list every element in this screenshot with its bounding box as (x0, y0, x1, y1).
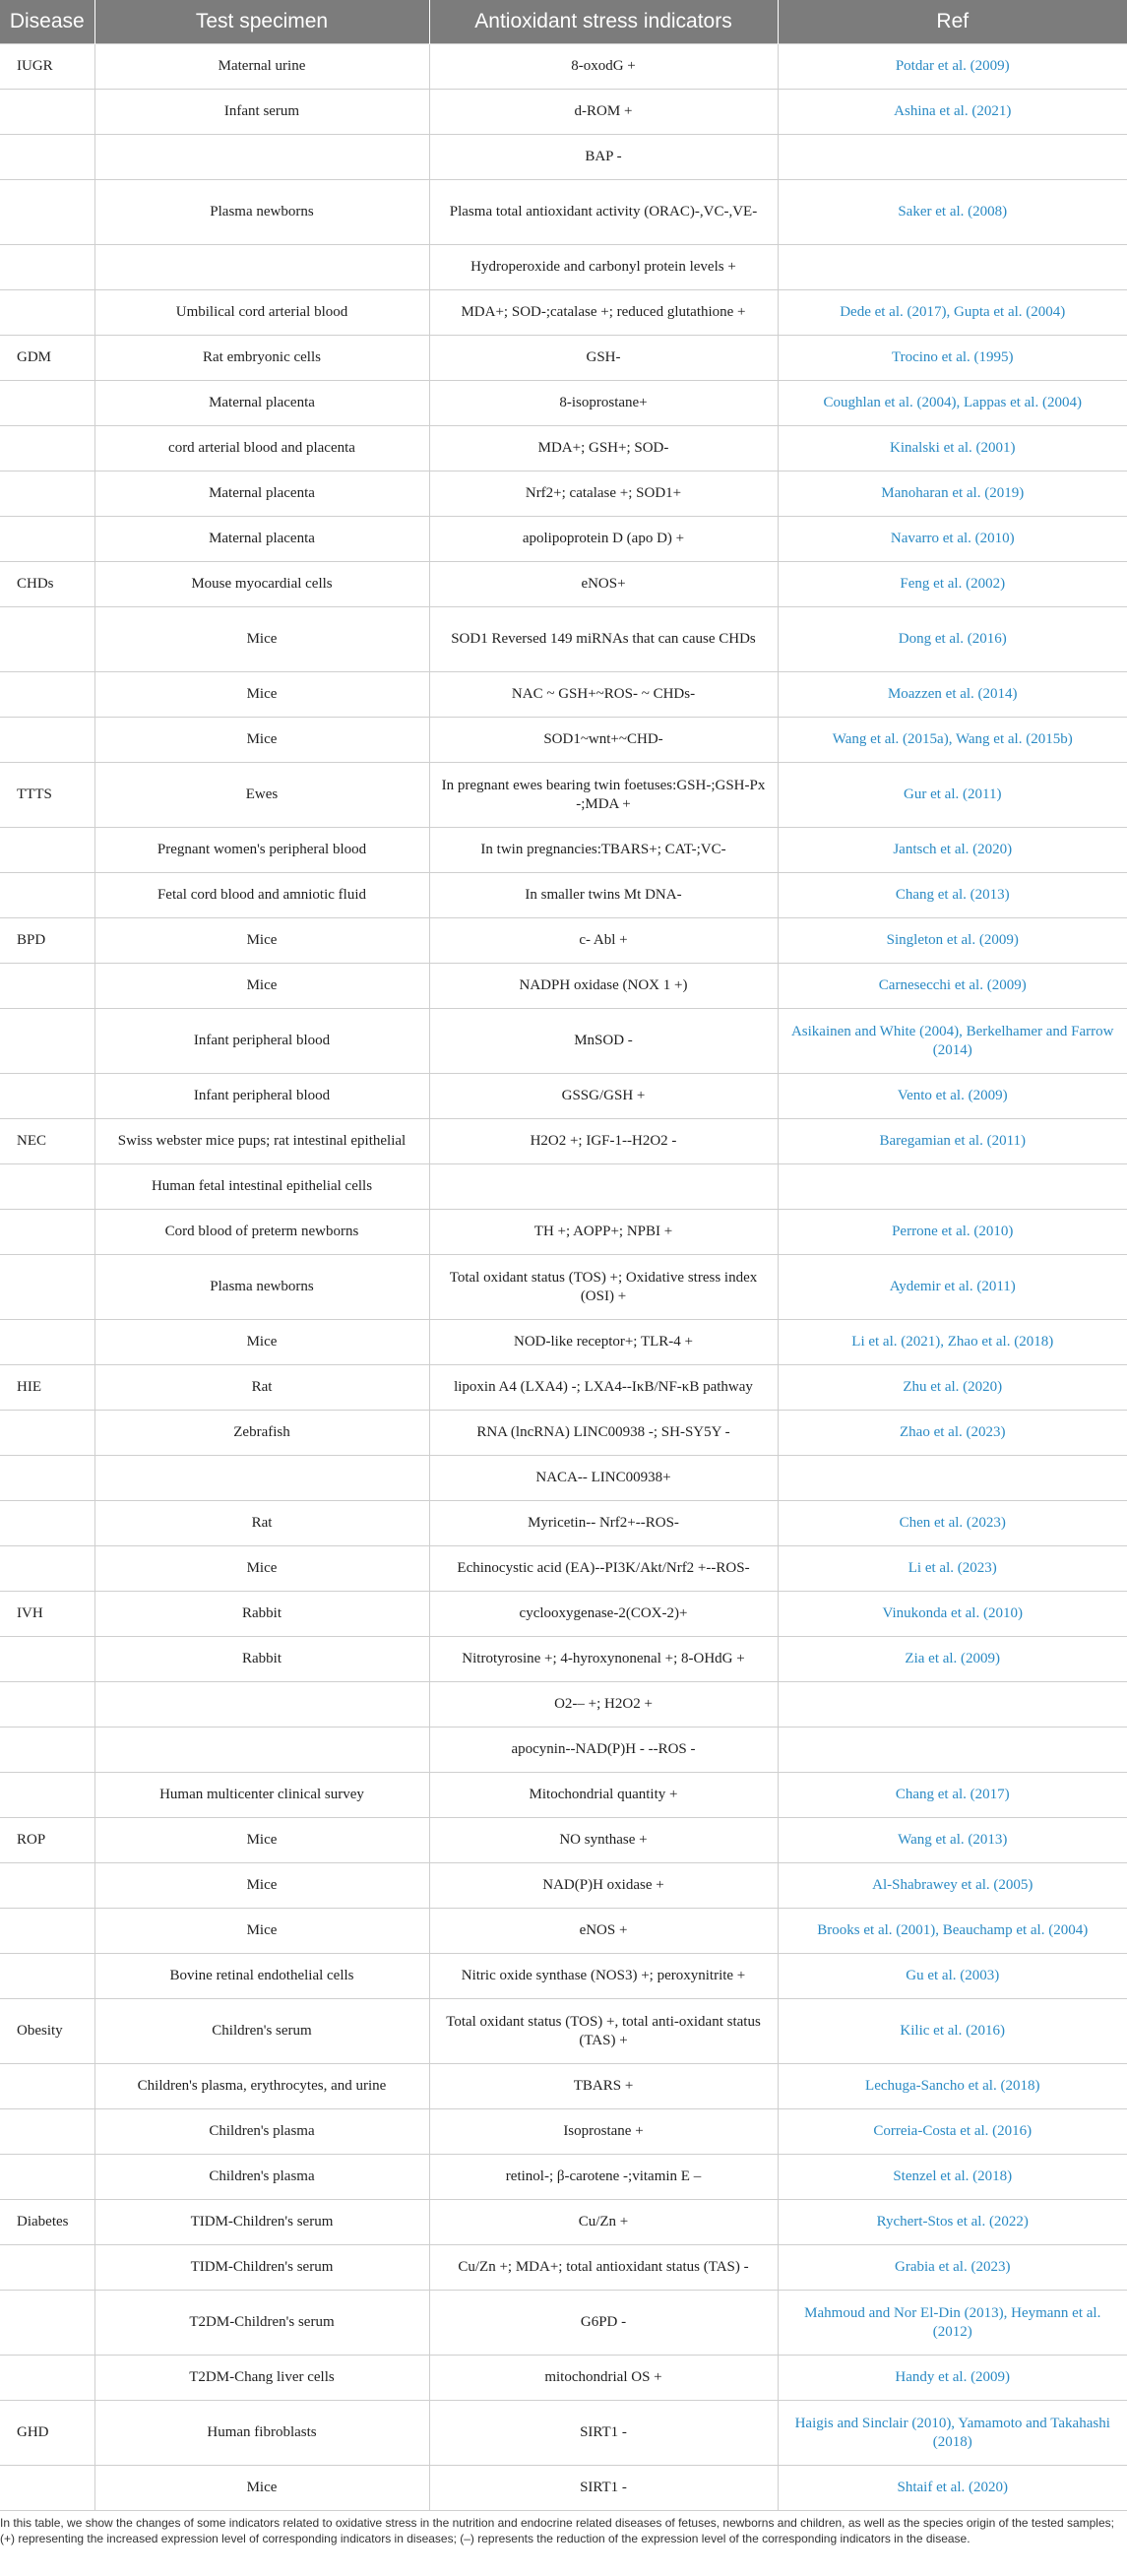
cell-disease (0, 1546, 94, 1592)
cell-test-specimen: Ewes (94, 763, 429, 828)
cell-antioxidant-indicators: G6PD - (429, 2291, 778, 2356)
table-row (0, 2155, 1127, 2200)
cell-test-specimen: Plasma newborns (94, 180, 429, 245)
cell-ref[interactable]: Wang et al. (2015a), Wang et al. (2015b) (778, 718, 1127, 763)
cell-antioxidant-indicators: Nitrotyrosine +; 4-hyroxynonenal +; 8-OHdG + (429, 1637, 778, 1682)
cell-test-specimen: Rabbit (94, 1592, 429, 1637)
cell-disease (0, 1909, 94, 1954)
cell-antioxidant-indicators: Total oxidant status (TOS) +, total anti-oxidant status (TAS) + (429, 1999, 778, 2064)
table-row (0, 1728, 1127, 1773)
cell-test-specimen: Children's plasma, erythrocytes, and urine (94, 2064, 429, 2109)
cell-test-specimen: Human fetal intestinal epithelial cells (94, 1164, 429, 1210)
cell-ref[interactable]: Zhu et al. (2020) (778, 1365, 1127, 1411)
cell-ref[interactable]: Feng et al. (2002) (778, 562, 1127, 607)
cell-disease (0, 828, 94, 873)
cell-ref[interactable]: Zhao et al. (2023) (778, 1411, 1127, 1456)
cell-antioxidant-indicators: BAP - (429, 135, 778, 180)
cell-test-specimen: Swiss webster mice pups; rat intestinal epithelial (94, 1119, 429, 1164)
cell-ref[interactable]: Perrone et al. (2010) (778, 1210, 1127, 1255)
table-row (0, 918, 1127, 964)
cell-antioxidant-indicators: Mitochondrial quantity + (429, 1773, 778, 1818)
cell-disease (0, 672, 94, 718)
cell-test-specimen: Maternal placenta (94, 471, 429, 517)
cell-disease (0, 1954, 94, 1999)
cell-test-specimen: Mice (94, 672, 429, 718)
header-disease: Disease (0, 0, 94, 44)
cell-antioxidant-indicators: Hydroperoxide and carbonyl protein levels + (429, 245, 778, 290)
cell-test-specimen: T2DM-Children's serum (94, 2291, 429, 2356)
cell-disease: GHD (0, 2401, 94, 2466)
cell-disease (0, 1682, 94, 1728)
table-row (0, 290, 1127, 336)
cell-disease (0, 426, 94, 471)
table-footnote: In this table, we show the changes of some indicators related to oxidative stress in the nutrition and endocrine related diseases of fetuses, newborns and children, as well as the species origin of the tested samples; (+) representing the increased expression level of corresponding indicators in diseases; (–) represents the reduction of the expression level of the corresponding indicators in the disease. (0, 2516, 1114, 2545)
cell-ref[interactable]: Carnesecchi et al. (2009) (778, 964, 1127, 1009)
cell-antioxidant-indicators: apolipoprotein D (apo D) + (429, 517, 778, 562)
cell-test-specimen: Maternal placenta (94, 381, 429, 426)
cell-disease (0, 290, 94, 336)
table-row (0, 2401, 1127, 2466)
cell-ref[interactable]: Saker et al. (2008) (778, 180, 1127, 245)
cell-test-specimen: Mouse myocardial cells (94, 562, 429, 607)
cell-ref[interactable]: Handy et al. (2009) (778, 2356, 1127, 2401)
cell-disease: BPD (0, 918, 94, 964)
cell-test-specimen: Zebrafish (94, 1411, 429, 1456)
cell-ref[interactable]: Chang et al. (2017) (778, 1773, 1127, 1818)
cell-antioxidant-indicators: Cu/Zn +; MDA+; total antioxidant status (TAS) - (429, 2245, 778, 2291)
cell-antioxidant-indicators: Nrf2+; catalase +; SOD1+ (429, 471, 778, 517)
cell-disease (0, 1255, 94, 1320)
cell-test-specimen: Pregnant women's peripheral blood (94, 828, 429, 873)
cell-antioxidant-indicators: Cu/Zn + (429, 2200, 778, 2245)
cell-test-specimen: Rat (94, 1365, 429, 1411)
cell-ref[interactable]: Moazzen et al. (2014) (778, 672, 1127, 718)
table-row (0, 607, 1127, 672)
cell-antioxidant-indicators: Total oxidant status (TOS) +; Oxidative stress index (OSI) + (429, 1255, 778, 1320)
cell-disease (0, 1773, 94, 1818)
cell-ref[interactable]: Zia et al. (2009) (778, 1637, 1127, 1682)
cell-test-specimen (94, 1682, 429, 1728)
cell-test-specimen: Human fibroblasts (94, 2401, 429, 2466)
cell-disease: NEC (0, 1119, 94, 1164)
cell-ref[interactable]: Kilic et al. (2016) (778, 1999, 1127, 2064)
cell-disease (0, 2064, 94, 2109)
cell-disease (0, 1164, 94, 1210)
cell-antioxidant-indicators: MDA+; GSH+; SOD- (429, 426, 778, 471)
cell-disease (0, 964, 94, 1009)
cell-ref[interactable]: Navarro et al. (2010) (778, 517, 1127, 562)
header-test-specimen: Test specimen (94, 0, 429, 44)
cell-ref (778, 1682, 1127, 1728)
table-row (0, 562, 1127, 607)
cell-ref[interactable]: Chang et al. (2013) (778, 873, 1127, 918)
cell-antioxidant-indicators: GSSG/GSH + (429, 1074, 778, 1119)
cell-ref[interactable]: Coughlan et al. (2004), Lappas et al. (2004) (778, 381, 1127, 426)
cell-disease (0, 2356, 94, 2401)
cell-disease (0, 471, 94, 517)
cell-antioxidant-indicators: O2-– +; H2O2 + (429, 1682, 778, 1728)
cell-disease: Obesity (0, 1999, 94, 2064)
cell-antioxidant-indicators: SOD1 Reversed 149 miRNAs that can cause CHDs (429, 607, 778, 672)
cell-disease (0, 1728, 94, 1773)
cell-disease (0, 135, 94, 180)
table-row (0, 1546, 1127, 1592)
cell-ref[interactable]: Singleton et al. (2009) (778, 918, 1127, 964)
cell-antioxidant-indicators: eNOS+ (429, 562, 778, 607)
cell-ref[interactable]: Brooks et al. (2001), Beauchamp et al. (2004) (778, 1909, 1127, 1954)
cell-antioxidant-indicators: lipoxin A4 (LXA4) -; LXA4--IκB/NF-κB pathway (429, 1365, 778, 1411)
cell-disease (0, 2109, 94, 2155)
table-row (0, 44, 1127, 90)
cell-disease (0, 1009, 94, 1074)
cell-disease (0, 1501, 94, 1546)
cell-antioxidant-indicators: NAD(P)H oxidase + (429, 1863, 778, 1909)
table-row (0, 2064, 1127, 2109)
table-row (0, 1999, 1127, 2064)
cell-disease: CHDs (0, 562, 94, 607)
cell-antioxidant-indicators: TBARS + (429, 2064, 778, 2109)
cell-test-specimen: TIDM-Children's serum (94, 2245, 429, 2291)
cell-disease (0, 245, 94, 290)
cell-test-specimen: Cord blood of preterm newborns (94, 1210, 429, 1255)
table-row (0, 1501, 1127, 1546)
cell-test-specimen: Umbilical cord arterial blood (94, 290, 429, 336)
header-antioxidant-indicators: Antioxidant stress indicators (429, 0, 778, 44)
table-row (0, 426, 1127, 471)
cell-test-specimen: Rat embryonic cells (94, 336, 429, 381)
table-row (0, 1074, 1127, 1119)
cell-disease: GDM (0, 336, 94, 381)
cell-test-specimen: Infant serum (94, 90, 429, 135)
cell-test-specimen: Mice (94, 1909, 429, 1954)
table-row (0, 1255, 1127, 1320)
cell-disease (0, 1210, 94, 1255)
cell-test-specimen (94, 1728, 429, 1773)
cell-antioxidant-indicators: SIRT1 - (429, 2401, 778, 2466)
cell-ref[interactable]: Dede et al. (2017), Gupta et al. (2004) (778, 290, 1127, 336)
cell-disease: IVH (0, 1592, 94, 1637)
cell-ref[interactable]: Chen et al. (2023) (778, 1501, 1127, 1546)
table-row (0, 718, 1127, 763)
cell-ref (778, 1164, 1127, 1210)
table-row (0, 2466, 1127, 2511)
cell-disease (0, 517, 94, 562)
cell-ref (778, 1728, 1127, 1773)
cell-antioxidant-indicators: 8-isoprostane+ (429, 381, 778, 426)
cell-test-specimen: Infant peripheral blood (94, 1074, 429, 1119)
cell-test-specimen: Human multicenter clinical survey (94, 1773, 429, 1818)
cell-disease (0, 1637, 94, 1682)
cell-antioxidant-indicators: c- Abl + (429, 918, 778, 964)
cell-disease (0, 718, 94, 763)
cell-test-specimen: Fetal cord blood and amniotic fluid (94, 873, 429, 918)
table-row (0, 2245, 1127, 2291)
cell-disease (0, 1411, 94, 1456)
table-row (0, 873, 1127, 918)
cell-ref[interactable]: Manoharan et al. (2019) (778, 471, 1127, 517)
cell-ref[interactable]: Asikainen and White (2004), Berkelhamer and Farrow (2014) (778, 1009, 1127, 1074)
cell-ref[interactable]: Jantsch et al. (2020) (778, 828, 1127, 873)
cell-ref (778, 135, 1127, 180)
table-row (0, 1365, 1127, 1411)
table-row (0, 245, 1127, 290)
cell-ref[interactable]: Gu et al. (2003) (778, 1954, 1127, 1999)
table-row (0, 2109, 1127, 2155)
cell-antioxidant-indicators: SOD1~wnt+~CHD- (429, 718, 778, 763)
cell-test-specimen: Maternal urine (94, 44, 429, 90)
cell-antioxidant-indicators: TH +; AOPP+; NPBI + (429, 1210, 778, 1255)
cell-disease: ROP (0, 1818, 94, 1863)
cell-disease (0, 2291, 94, 2356)
cell-ref[interactable]: Rychert-Stos et al. (2022) (778, 2200, 1127, 2245)
cell-disease: TTTS (0, 763, 94, 828)
cell-ref[interactable]: Vinukonda et al. (2010) (778, 1592, 1127, 1637)
cell-disease: IUGR (0, 44, 94, 90)
cell-ref[interactable]: Potdar et al. (2009) (778, 44, 1127, 90)
table-row (0, 1164, 1127, 1210)
cell-test-specimen: Maternal placenta (94, 517, 429, 562)
cell-ref[interactable]: Lechuga-Sancho et al. (2018) (778, 2064, 1127, 2109)
cell-test-specimen: Mice (94, 1546, 429, 1592)
cell-test-specimen: Infant peripheral blood (94, 1009, 429, 1074)
cell-disease (0, 180, 94, 245)
cell-antioxidant-indicators: NADPH oxidase (NOX 1 +) (429, 964, 778, 1009)
cell-antioxidant-indicators: Myricetin-- Nrf2+--ROS- (429, 1501, 778, 1546)
table-row (0, 1773, 1127, 1818)
cell-ref[interactable]: Li et al. (2023) (778, 1546, 1127, 1592)
cell-test-specimen: Mice (94, 718, 429, 763)
cell-disease (0, 1456, 94, 1501)
cell-ref[interactable]: Correia-Costa et al. (2016) (778, 2109, 1127, 2155)
cell-ref[interactable]: Kinalski et al. (2001) (778, 426, 1127, 471)
cell-disease (0, 2155, 94, 2200)
cell-antioxidant-indicators: In pregnant ewes bearing twin foetuses:GSH-;GSH-Px -;MDA + (429, 763, 778, 828)
table-row (0, 180, 1127, 245)
cell-antioxidant-indicators: In twin pregnancies:TBARS+; CAT-;VC- (429, 828, 778, 873)
table-header-row (0, 0, 1127, 44)
cell-test-specimen: Mice (94, 964, 429, 1009)
cell-antioxidant-indicators: H2O2 +; IGF-1--H2O2 - (429, 1119, 778, 1164)
table-row (0, 2200, 1127, 2245)
cell-test-specimen: Plasma newborns (94, 1255, 429, 1320)
cell-antioxidant-indicators: SIRT1 - (429, 2466, 778, 2511)
cell-ref[interactable]: Ashina et al. (2021) (778, 90, 1127, 135)
cell-test-specimen: T2DM-Chang liver cells (94, 2356, 429, 2401)
cell-test-specimen: cord arterial blood and placenta (94, 426, 429, 471)
cell-antioxidant-indicators: apocynin--NAD(P)H - --ROS - (429, 1728, 778, 1773)
cell-ref[interactable]: Gur et al. (2011) (778, 763, 1127, 828)
cell-antioxidant-indicators: cyclooxygenase-2(COX-2)+ (429, 1592, 778, 1637)
cell-antioxidant-indicators (429, 1164, 778, 1210)
table-row (0, 1682, 1127, 1728)
cell-antioxidant-indicators: 8-oxodG + (429, 44, 778, 90)
cell-disease (0, 607, 94, 672)
cell-test-specimen (94, 135, 429, 180)
cell-test-specimen (94, 245, 429, 290)
cell-test-specimen: Mice (94, 1863, 429, 1909)
table-row (0, 471, 1127, 517)
cell-test-specimen: Mice (94, 607, 429, 672)
cell-test-specimen: Mice (94, 2466, 429, 2511)
table-row (0, 336, 1127, 381)
cell-disease (0, 2466, 94, 2511)
cell-test-specimen (94, 1456, 429, 1501)
cell-antioxidant-indicators: mitochondrial OS + (429, 2356, 778, 2401)
table-row (0, 517, 1127, 562)
table-row (0, 964, 1127, 1009)
cell-antioxidant-indicators: GSH- (429, 336, 778, 381)
cell-disease (0, 2245, 94, 2291)
cell-antioxidant-indicators: Isoprostane + (429, 2109, 778, 2155)
header-ref: Ref (778, 0, 1127, 44)
cell-ref[interactable]: Aydemir et al. (2011) (778, 1255, 1127, 1320)
cell-ref[interactable]: Grabia et al. (2023) (778, 2245, 1127, 2291)
cell-ref[interactable]: Trocino et al. (1995) (778, 336, 1127, 381)
cell-antioxidant-indicators: NAC ~ GSH+~ROS- ~ CHDs- (429, 672, 778, 718)
cell-antioxidant-indicators: Plasma total antioxidant activity (ORAC)-,VC-,VE- (429, 180, 778, 245)
table-row (0, 763, 1127, 828)
cell-test-specimen: Mice (94, 1818, 429, 1863)
cell-test-specimen: Children's plasma (94, 2109, 429, 2155)
cell-ref (778, 1456, 1127, 1501)
table-row (0, 672, 1127, 718)
table-row (0, 1411, 1127, 1456)
cell-disease (0, 1863, 94, 1909)
table-row (0, 90, 1127, 135)
table-row (0, 1954, 1127, 1999)
table-row (0, 1119, 1127, 1164)
cell-test-specimen: Children's serum (94, 1999, 429, 2064)
table-row (0, 1009, 1127, 1074)
cell-ref[interactable]: Baregamian et al. (2011) (778, 1119, 1127, 1164)
cell-antioxidant-indicators: NOD-like receptor+; TLR-4 + (429, 1320, 778, 1365)
cell-antioxidant-indicators: NO synthase + (429, 1818, 778, 1863)
cell-disease (0, 1320, 94, 1365)
cell-test-specimen: Children's plasma (94, 2155, 429, 2200)
cell-antioxidant-indicators: In smaller twins Mt DNA- (429, 873, 778, 918)
cell-ref (778, 245, 1127, 290)
table-row (0, 381, 1127, 426)
table-row (0, 135, 1127, 180)
table-row (0, 2291, 1127, 2356)
cell-antioxidant-indicators: retinol-; β-carotene -;vitamin E – (429, 2155, 778, 2200)
table-row (0, 1320, 1127, 1365)
cell-test-specimen: Rabbit (94, 1637, 429, 1682)
cell-antioxidant-indicators: RNA (lncRNA) LINC00938 -; SH-SY5Y - (429, 1411, 778, 1456)
cell-antioxidant-indicators: d-ROM + (429, 90, 778, 135)
cell-test-specimen: Mice (94, 918, 429, 964)
table-row (0, 1909, 1127, 1954)
cell-disease (0, 1074, 94, 1119)
cell-ref[interactable]: Stenzel et al. (2018) (778, 2155, 1127, 2200)
cell-antioxidant-indicators: Echinocystic acid (EA)--PI3K/Akt/Nrf2 +--ROS- (429, 1546, 778, 1592)
table-row (0, 828, 1127, 873)
table-row (0, 2356, 1127, 2401)
cell-disease: Diabetes (0, 2200, 94, 2245)
table-row (0, 1456, 1127, 1501)
cell-disease (0, 873, 94, 918)
cell-disease: HIE (0, 1365, 94, 1411)
table-row (0, 1210, 1127, 1255)
table-body (0, 44, 1127, 2511)
cell-test-specimen: TIDM-Children's serum (94, 2200, 429, 2245)
table-row (0, 1863, 1127, 1909)
cell-test-specimen: Bovine retinal endothelial cells (94, 1954, 429, 1999)
cell-antioxidant-indicators: NACA-- LINC00938+ (429, 1456, 778, 1501)
cell-ref[interactable]: Dong et al. (2016) (778, 607, 1127, 672)
table-row (0, 1818, 1127, 1863)
cell-test-specimen: Rat (94, 1501, 429, 1546)
cell-ref[interactable]: Mahmoud and Nor El-Din (2013), Heymann et al. (2012) (778, 2291, 1127, 2356)
cell-antioxidant-indicators: MnSOD - (429, 1009, 778, 1074)
cell-disease (0, 381, 94, 426)
cell-ref[interactable]: Haigis and Sinclair (2010), Yamamoto and Takahashi (2018) (778, 2401, 1127, 2466)
cell-ref[interactable]: Li et al. (2021), Zhao et al. (2018) (778, 1320, 1127, 1365)
cell-antioxidant-indicators: MDA+; SOD-;catalase +; reduced glutathione + (429, 290, 778, 336)
cell-ref[interactable]: Vento et al. (2009) (778, 1074, 1127, 1119)
table-row (0, 1592, 1127, 1637)
cell-antioxidant-indicators: Nitric oxide synthase (NOS3) +; peroxynitrite + (429, 1954, 778, 1999)
cell-disease (0, 90, 94, 135)
cell-ref[interactable]: Al-Shabrawey et al. (2005) (778, 1863, 1127, 1909)
cell-ref[interactable]: Wang et al. (2013) (778, 1818, 1127, 1863)
cell-antioxidant-indicators: eNOS + (429, 1909, 778, 1954)
cell-test-specimen: Mice (94, 1320, 429, 1365)
cell-ref[interactable]: Shtaif et al. (2020) (778, 2466, 1127, 2511)
table-row (0, 1637, 1127, 1682)
